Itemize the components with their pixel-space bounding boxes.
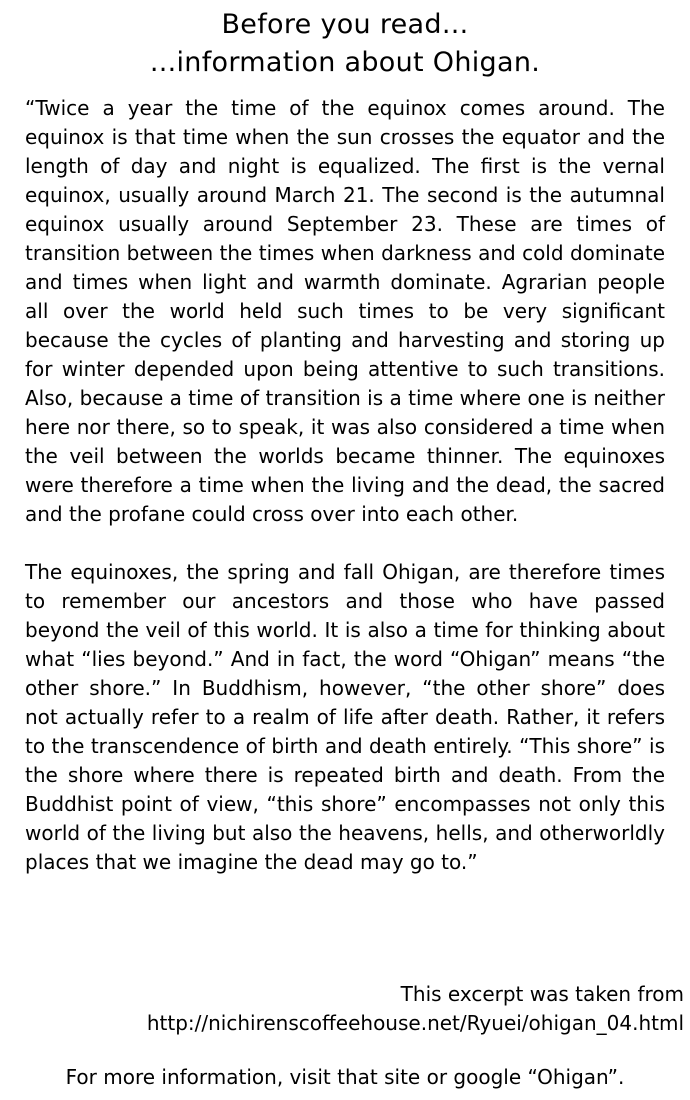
- source-citation: [147, 980, 684, 1038]
- source-url: http://nichirenscoffeehouse.net/Ryuei/ohigan_04.html: [146, 1011, 684, 1035]
- source-label: This excerpt was taken from: [400, 982, 684, 1006]
- title-line-2: ...information about Ohigan.: [149, 47, 541, 78]
- page-title: [0, 6, 690, 82]
- footer-note: For more information, visit that site or google “Ohigan”.: [65, 1065, 625, 1089]
- paragraph-2: The equinoxes, the spring and fall Ohigan, are therefore times to remember our ancestors and those who have passed beyond the veil of this world. It is also a time for thinking about what “lies beyond.” And in fact, the word “Ohigan” means “the other shore.” In Buddhism, however, “the other shore” does not actually refer to a realm of life after death. Rather, it refers to the transcendence of birth and death entirely. “This shore” is the shore where there is repeated birth and death. From the Buddhist point of view, “this shore” encompasses not only this world of the living but also the heavens, hells, and otherworldly places that we imagine the dead may go to.”: [25, 560, 665, 874]
- article-body: [25, 94, 665, 877]
- title-line-1: Before you read...: [221, 9, 469, 40]
- paragraph-1: “Twice a year the time of the equinox comes around. The equinox is that time when the sun crosses the equator and the length of day and night is equalized. The first is the vernal equinox, usually around March 21. The second is the autumnal equinox usually around September 23. These are times of transition between the times when darkness and cold dominate and times when light and warmth dominate. Agrarian people all over the world held such times to be very significant because the cycles of planting and harvesting and storing up for winter depended upon being attentive to such transitions. Also, because a time of transition is a time where one is neither here nor there, so to speak, it was also considered a time when the veil between the worlds became thinner. The equinoxes were therefore a time when the living and the dead, the sacred and the profane could cross over into each other.: [25, 96, 665, 526]
